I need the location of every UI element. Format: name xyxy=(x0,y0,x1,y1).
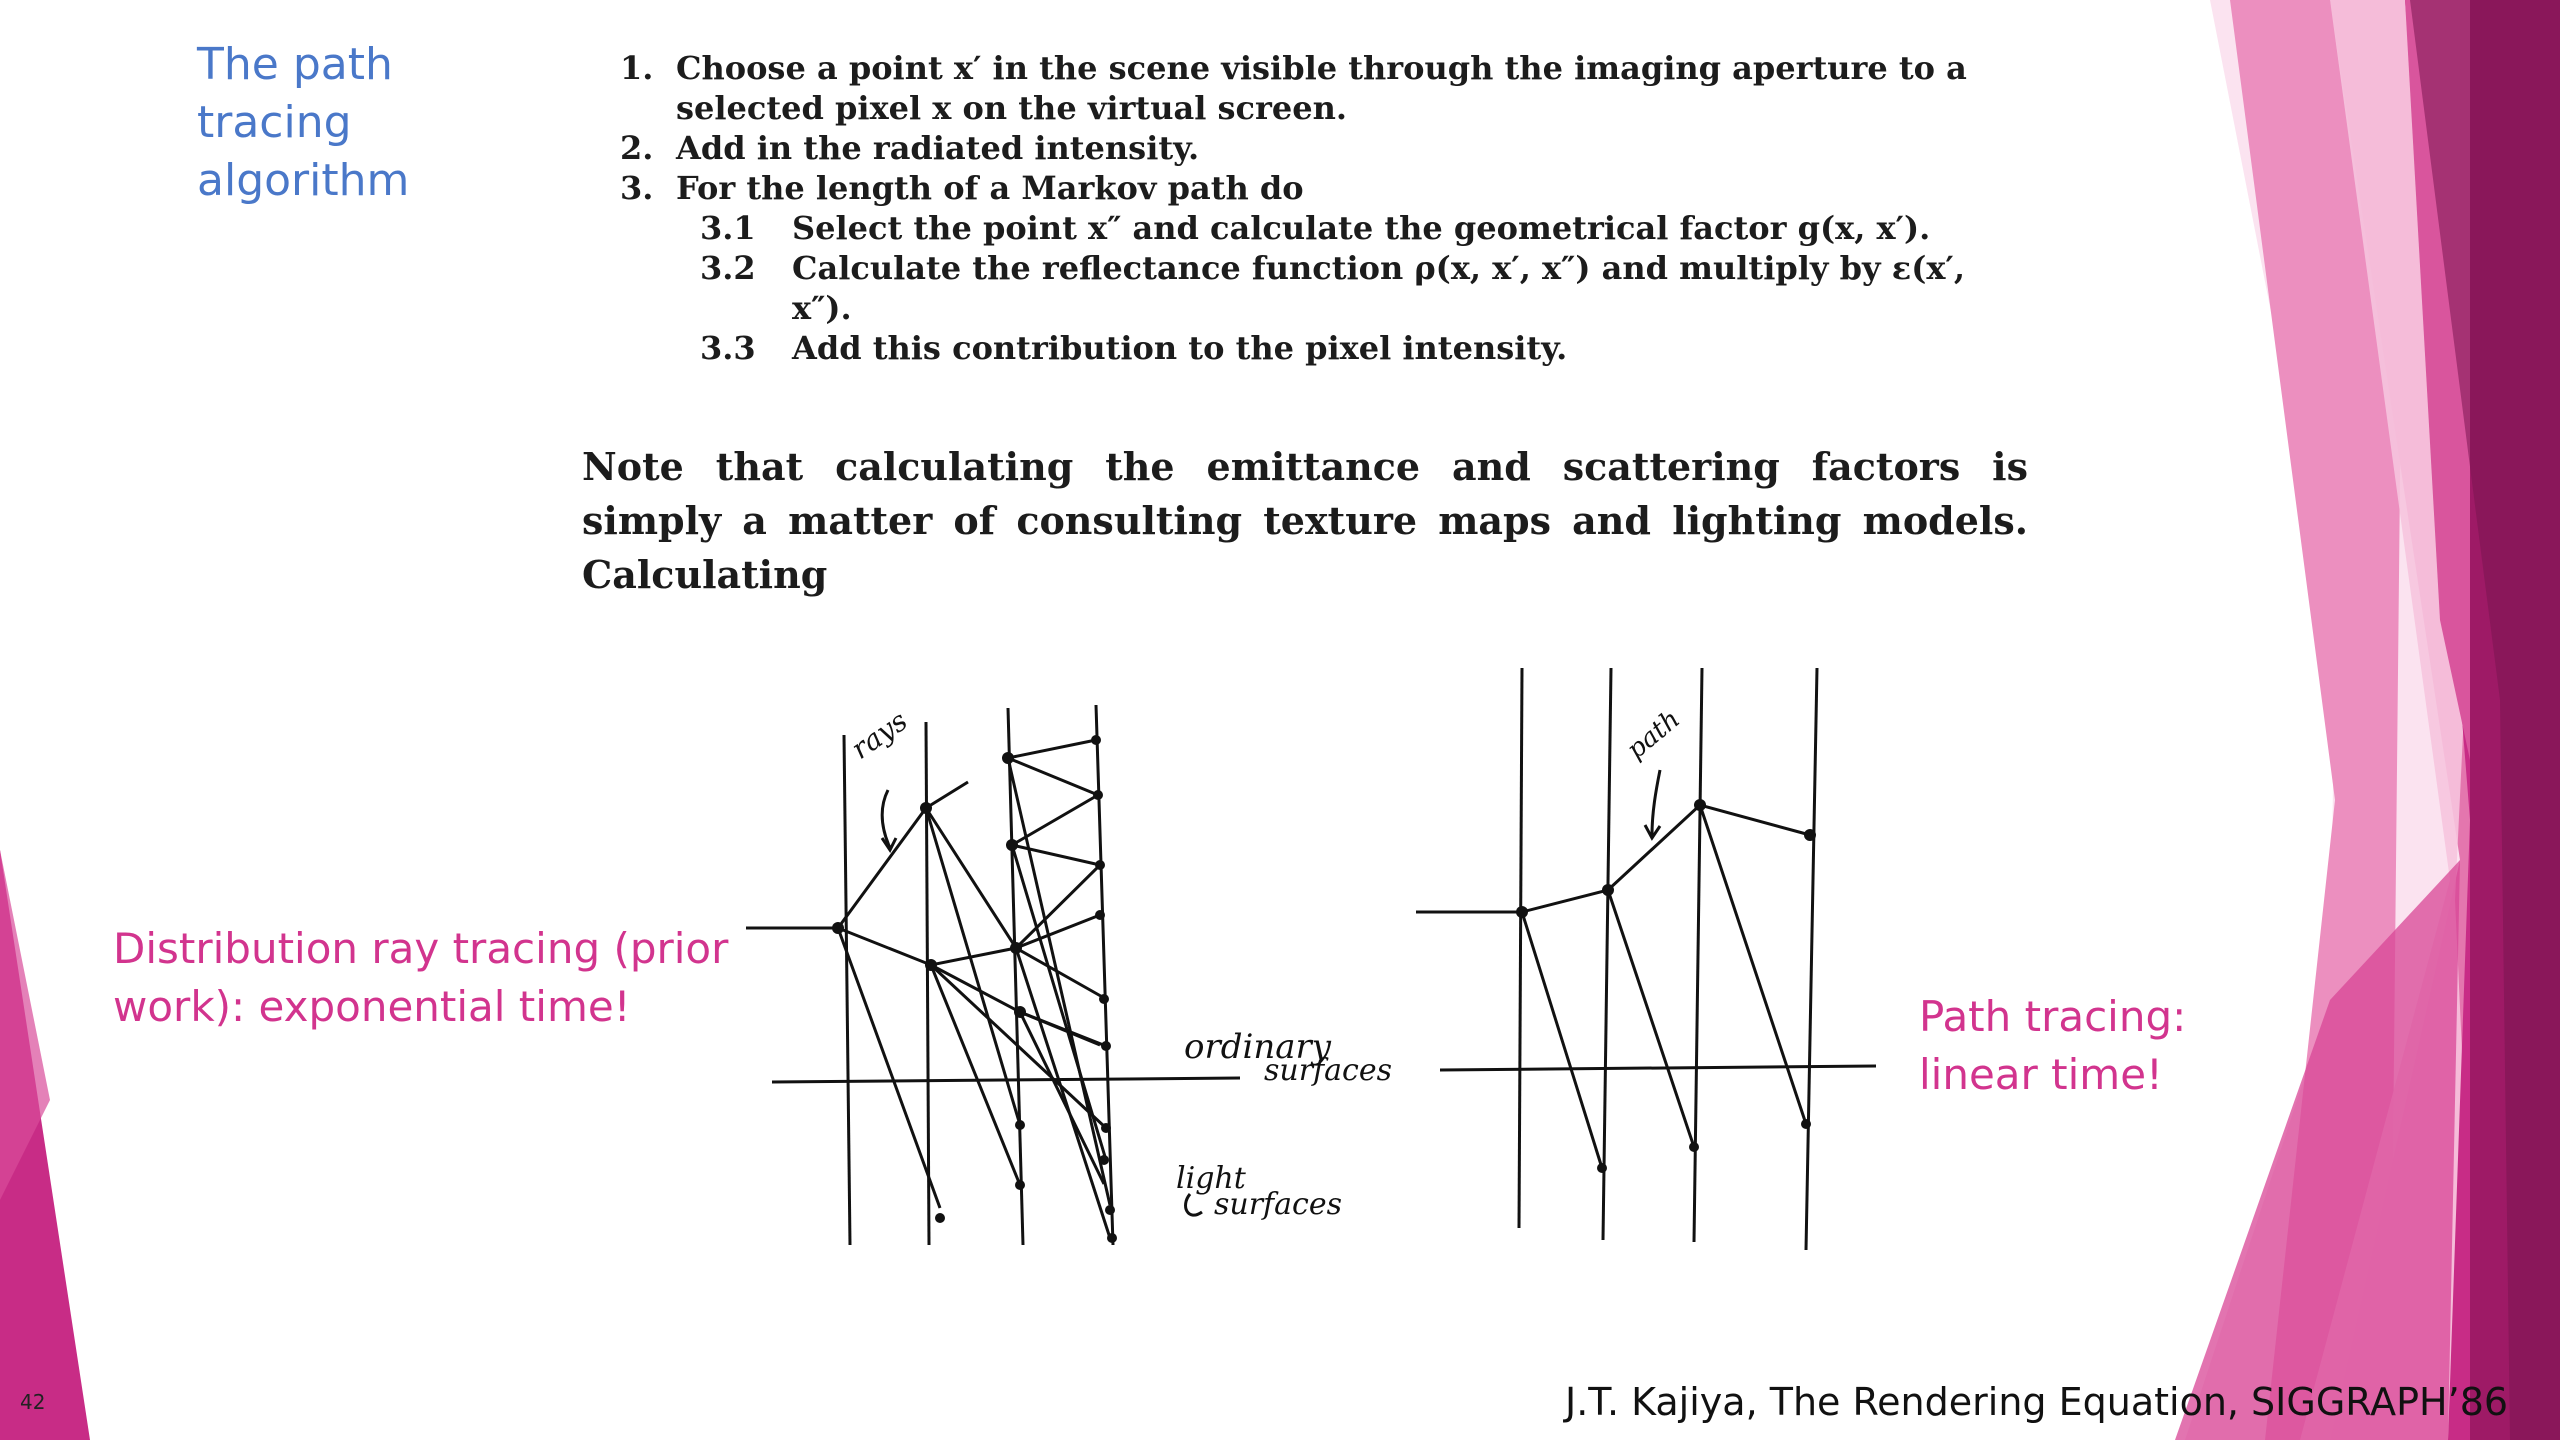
path-segment xyxy=(1416,805,1810,912)
vertical-line xyxy=(1694,668,1702,1242)
step-text: Add in the radiated intensity. xyxy=(676,129,1200,167)
step-text: Choose a point x′ in the scene visible through the imaging aperture to a selected pixel x on the virtual screen. xyxy=(676,49,1967,127)
light-label: light xyxy=(1176,1161,1246,1196)
step-number: 3. xyxy=(620,169,654,207)
title-line-3: algorithm xyxy=(197,155,410,206)
path-segment xyxy=(1700,805,1806,1124)
substep-text: Add this contribution to the pixel intensity. xyxy=(792,329,1568,367)
slide-number: 42 xyxy=(20,1390,46,1414)
title-line-2: tracing xyxy=(197,97,352,148)
light-surfaces-label: surfaces xyxy=(1214,1187,1342,1222)
substep-number: 3.3 xyxy=(700,329,756,367)
substep-text: Select the point x″ and calculate the geometrical factor g(x, x′). xyxy=(792,209,1931,247)
vertical-line xyxy=(1519,668,1522,1228)
substep-number: 3.2 xyxy=(700,249,756,287)
path-segment xyxy=(1522,912,1602,1168)
step-number: 2. xyxy=(620,129,654,167)
note-paragraph: Note that calculating the emittance and scattering factors is simply a matter of consulting texture maps and lighting models. Calculating xyxy=(582,444,2028,597)
title-line-1: The path xyxy=(197,39,393,90)
ordinary-surfaces-label: surfaces xyxy=(1264,1053,1392,1088)
substep-text: Calculate the reflectance function ρ(x, x′, x″) and multiply by ε(x′, x″). xyxy=(792,249,1965,327)
vertical-line xyxy=(1806,668,1817,1250)
citation: J.T. Kajiya, The Rendering Equation, SIGGRAPH’86 xyxy=(1565,1380,2509,1424)
substep-number: 3.1 xyxy=(700,209,756,247)
path-label: path xyxy=(1621,704,1686,766)
caption-path-tracing: Path tracing: linear time! xyxy=(1919,992,2187,1099)
caption-distribution-ray-tracing: Distribution ray tracing (prior work): exponential time! xyxy=(113,924,729,1031)
step-text: For the length of a Markov path do xyxy=(676,169,1304,207)
rays-label: rays xyxy=(845,704,914,766)
path-segment xyxy=(1608,890,1694,1147)
step-number: 1. xyxy=(620,49,654,87)
path-vertices xyxy=(1516,799,1816,1173)
vertical-line xyxy=(1603,668,1611,1240)
ordinary-label: ordinary xyxy=(1184,1027,1331,1067)
